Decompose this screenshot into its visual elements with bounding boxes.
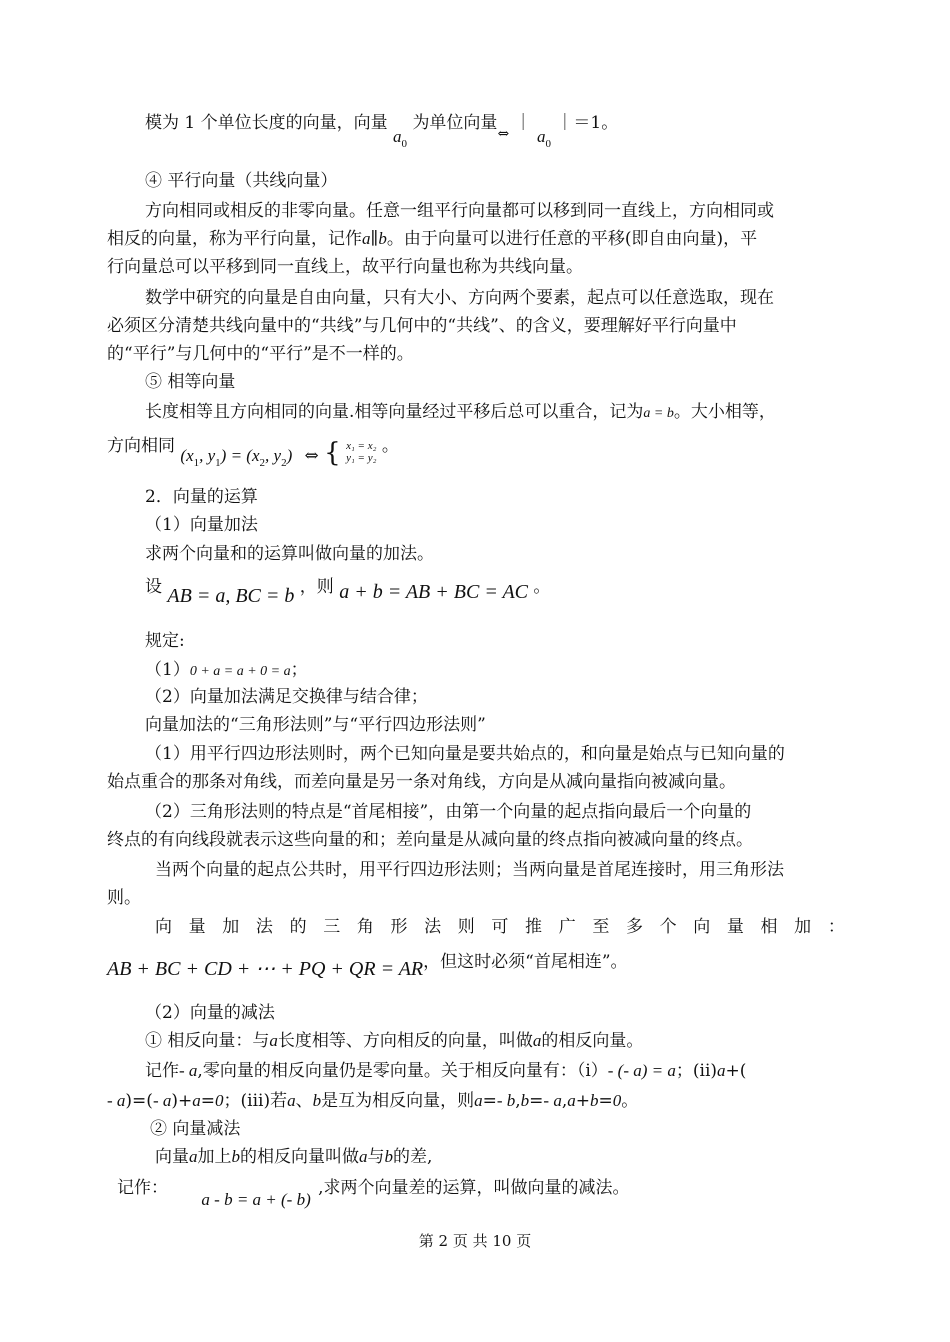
paragraph-line: 的“平行”与几何中的“平行”是不一样的。 bbox=[107, 344, 414, 364]
heading-parallel-vectors: ④ 平行向量（共线向量） bbox=[145, 171, 338, 191]
paragraph-line: 规定: bbox=[145, 631, 185, 651]
rule-1: （1）0 + a = a + 0 = a； bbox=[145, 660, 308, 680]
heading-equal-vectors: ⑤ 相等向量 bbox=[145, 372, 236, 392]
paragraph-line: 数学中研究的向量是自由向量，只有大小、方向两个要素，起点可以任意选取，现在 bbox=[145, 288, 774, 308]
paragraph-line: 终点的有向线段就表示这些向量的和；差向量是从减向量的终点指向被减向量的终点。 bbox=[107, 830, 753, 850]
paragraph-line: 必须区分清楚共线向量中的“共线”与几何中的“共线”、的含义，要理解好平行向量中 bbox=[107, 316, 737, 336]
paragraph-line: （1）用平行四边形法则时，两个已知向量是要共始点的，和向量是始点与已知向量的 bbox=[145, 744, 785, 764]
paragraph-line: ① 相反向量：与a长度相等、方向相反的向量，叫做a的相反向量。 bbox=[145, 1031, 644, 1051]
paragraph-line: 行向量总可以平移到同一直线上，故平行向量也称为共线向量。 bbox=[107, 257, 583, 277]
paragraph-line: 方向相同或相反的非零向量。任意一组平行向量都可以移到同一直线上，方向相同或 bbox=[145, 201, 774, 221]
section-operations: 2．向量的运算 bbox=[145, 487, 258, 507]
paragraph-line: 记作- a,零向量的相反向量仍是零向量。关于相反向量有：（i）- (- a) = a；(ii)a+( bbox=[145, 1061, 747, 1081]
paragraph-line: （2）三角形法则的特点是“首尾相接”，由第一个向量的起点指向最后一个向量的 bbox=[145, 802, 752, 822]
paragraph-line: 求两个向量和的运算叫做向量的加法。 bbox=[145, 544, 434, 564]
equal-vector-formula: 方向相同 ($x_1$, $y_1) = (x_2$, $y_2$) ⇔ { x₁ = x₂ y₁ = y₂ 。 bbox=[107, 436, 399, 469]
spaced-sentence: 向 量 加 法 的 三 角 形 法 则 可 推 广 至 多 个 向 量 相 加 ： bbox=[155, 917, 845, 937]
line-unit-vector: 模为 1 个单位长度的向量，向量 $a_0$ 为单位向量$_\Leftrightarrow$ ｜ $a_0$ ｜＝1。 bbox=[145, 113, 619, 150]
paragraph-line: 长度相等且方向相同的向量.相等向量经过平移后总可以重合，记为a = b。大小相等， bbox=[145, 402, 776, 422]
polygon-sum-formula: AB + BC + CD + ⋯ + PQ + QR = AR，但这时必须“首尾相连”。 bbox=[107, 952, 628, 980]
paragraph-line: 当两个向量的起点公共时，用平行四边形法则；当两向量是首尾连接时，用三角形法 bbox=[155, 860, 784, 880]
subsection-subtraction: （2）向量的减法 bbox=[145, 1003, 275, 1023]
paragraph-line: 则。 bbox=[107, 888, 141, 908]
paragraph-line: 向量a加上b的相反向量叫做a与b的差, bbox=[155, 1147, 433, 1167]
paragraph-line: 相反的向量，称为平行向量，记作a∥b。由于向量可以进行任意的平移(即自由向量)，平 bbox=[107, 229, 758, 249]
paragraph-line: - a)=(- a)+a=0；(iii)若a、b是互为相反向量，则a=- b,b=- a,a+b=0。 bbox=[107, 1091, 639, 1111]
rule-2: （2）向量加法满足交换律与结合律； bbox=[145, 687, 428, 707]
subtraction-formula: 记作： a - b = a + (- b) ,求两个向量差的运算，叫做向量的减法。 bbox=[117, 1178, 630, 1209]
addition-formula: 设 AB = a, BC = b ，则 a + b = AB + BC = AC 。 bbox=[145, 577, 551, 607]
page-footer: 第 2 页 共 10 页 bbox=[418, 1232, 532, 1250]
subsection-addition: （1）向量加法 bbox=[145, 515, 258, 535]
heading-vector-subtraction: ② 向量减法 bbox=[150, 1119, 241, 1139]
paragraph-line: 始点重合的那条对角线，而差向量是另一条对角线，方向是从减向量指向被减向量。 bbox=[107, 772, 736, 792]
paragraph-line: 向量加法的“三角形法则”与“平行四边形法则” bbox=[145, 715, 486, 735]
